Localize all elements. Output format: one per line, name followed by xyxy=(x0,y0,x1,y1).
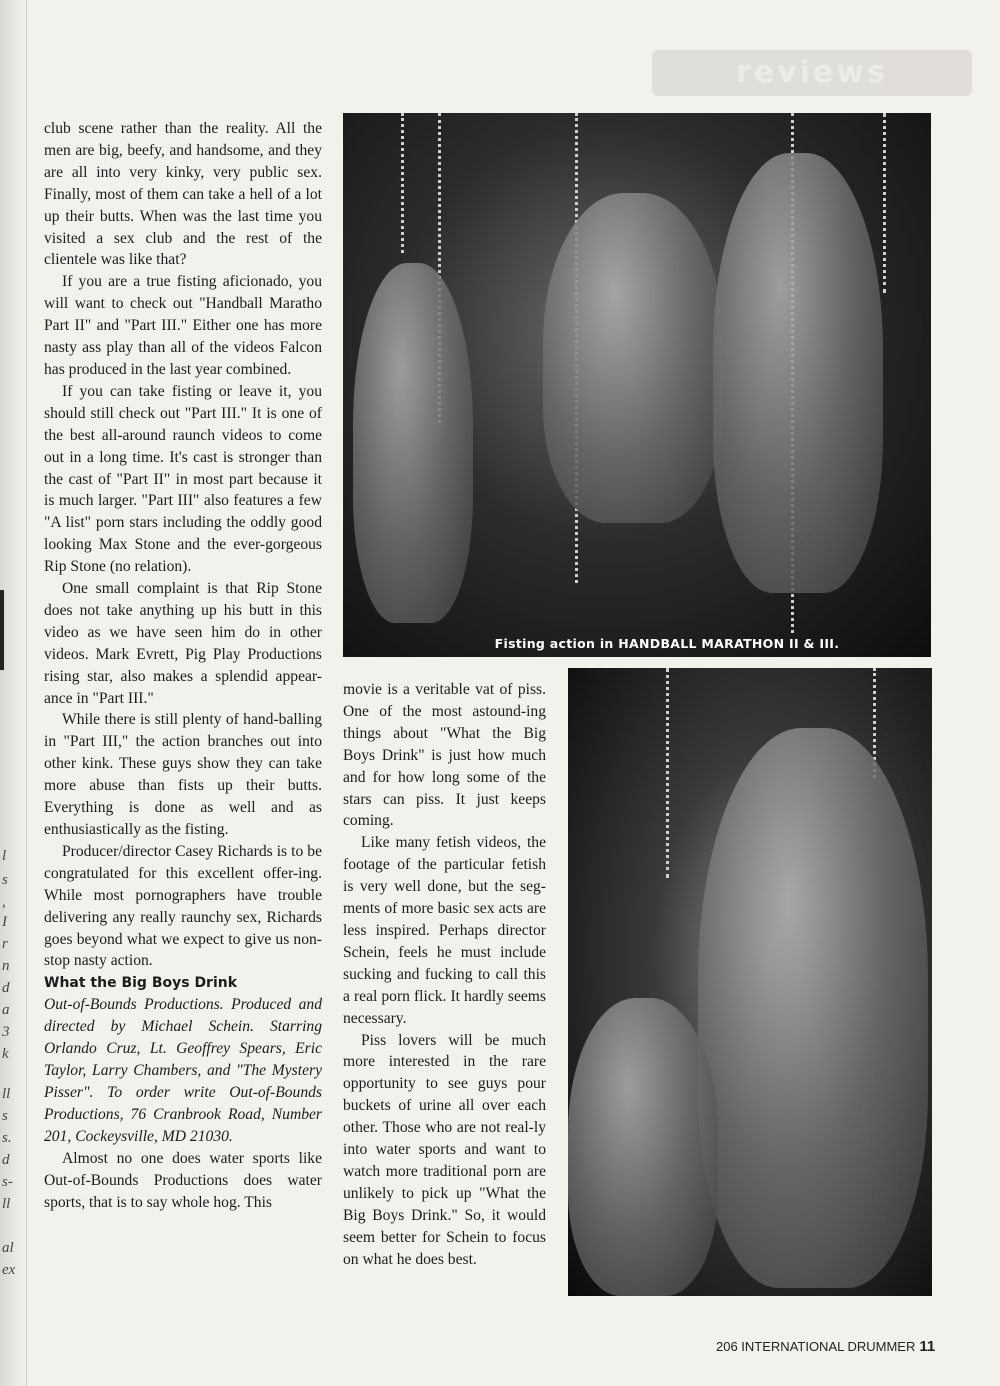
figure-shape xyxy=(568,998,718,1296)
page-footer xyxy=(716,1338,936,1355)
photo-caption: Fisting action in HANDBALL MARATHON II & III. xyxy=(494,636,840,651)
bleed-letter: k xyxy=(2,1046,9,1062)
paragraph: If you can take fisting or leave it, you should still check out "Part III." It is one of the best all-around raunch videos to come out in a long time. It's cast is stronger than the cast of "Part II" in most part because it is much larger. "Part III" also features a few "A list" porn stars including the oddly good looking Max Stone and the ever-gorgeous Rip Stone (no relation). xyxy=(44,382,322,576)
paragraph: If you are a true fisting aficionado, you will want to check out "Handball Maratho Part II" and "Part III." Either one has more nasty ass play than all of the videos Falcon has produced in the last year combined. xyxy=(44,273,322,378)
bleed-letter: a xyxy=(2,1002,10,1018)
paragraph: Like many fetish videos, the footage of the particular fetish is very well done, but the seg-ments of more basic sex acts are less inspired. Perhaps director Schein, feels he must include sucking and fucking to call this a real porn flick. It hardly seems necessary. xyxy=(343,834,546,1027)
bleed-letter: n xyxy=(2,958,10,974)
paragraph: While there is still plenty of hand-balling in "Part III," the action branches out into other kink. These guys show they can take more abuse than fists up their butts. Everything is done as well and as enthusiastically as the fisting. xyxy=(44,711,322,838)
bleed-letter: , xyxy=(2,894,6,910)
bleed-letter: s xyxy=(2,1108,8,1124)
chain-graphic xyxy=(883,113,886,293)
chain-graphic xyxy=(666,668,669,878)
photo-fisting-scene xyxy=(343,113,931,657)
paragraph: One small complaint is that Rip Stone does not take anything up his butt in this video as we have seen him do in other videos. Mark Evrett, Pig Play Productions rising star, also makes a splendid appear-ance in "Part III." xyxy=(44,580,322,707)
bleed-letter: al xyxy=(2,1240,14,1256)
previous-page-bleed xyxy=(0,0,14,1386)
figure-shape xyxy=(543,193,723,523)
paragraph: Piss lovers will be much more interested in the rare opportunity to see guys pour buckets of urine all over each other. Those who are not real-ly into water sports and want to watch more traditional porn are unlikely to pick up "What the Big Boys Drink." So, it would seem better for Schein to focus on what he does best. xyxy=(343,1031,546,1268)
bleed-letter: d xyxy=(2,1152,10,1168)
bleed-letter: I xyxy=(2,914,7,930)
bleed-letter: s xyxy=(2,872,8,888)
article-column-2 xyxy=(343,679,546,1270)
previous-page-rule xyxy=(0,590,4,670)
bleed-letter: d xyxy=(2,980,10,996)
figure-shape xyxy=(698,728,928,1288)
bleed-letter: r xyxy=(2,936,8,952)
issue-title: 206 INTERNATIONAL DRUMMER xyxy=(716,1339,916,1354)
paragraph: Almost no one does water sports like Out-of-Bounds Productions does water sports, that is to say whole hog. This xyxy=(44,1149,322,1211)
bleed-letter: s- xyxy=(2,1174,13,1190)
figure-shape xyxy=(353,263,473,623)
figure-shape xyxy=(713,153,883,593)
page-number: 11 xyxy=(919,1338,936,1355)
review-credits: Out-of-Bounds Productions. Produced and directed by Michael Schein. Starring Orlando Cruz, Lt. Geoffrey Spears, Eric Taylor, Larry Chambers, and "The Mystery Pisser". To order write Out-of-Bounds Productions, 76 Cranbrook Road, Number 201, Cockeysville, MD 21030. xyxy=(44,996,322,1145)
paragraph: Producer/director Casey Richards is to be congratulated for this excellent offer-ing. While most pornographers have trouble delivering any really raunchy sex, Richards goes beyond what we expect to give us non-stop nasty action. xyxy=(44,842,322,970)
chain-graphic xyxy=(401,113,404,253)
photo-closeup-scene xyxy=(568,668,932,1296)
bleed-letter: l xyxy=(2,848,7,864)
bleed-letter: ll xyxy=(2,1196,11,1212)
section-header-ghost: reviews xyxy=(652,50,972,96)
article-column-1 xyxy=(44,118,322,1213)
review-heading: What the Big Boys Drink xyxy=(44,975,238,992)
paragraph: movie is a veritable vat of piss. One of the most astound-ing things about "What the Big Boys Drink" is just how much and for how long some of the stars can piss. It just keeps coming. xyxy=(343,681,546,830)
bleed-letter: s. xyxy=(2,1130,12,1146)
bleed-letter: ll xyxy=(2,1086,11,1102)
paragraph: club scene rather than the reality. All the men are big, beefy, and handsome, and they are all into very kinky, very public sex. Finally, most of them can take a hell of a lot up their butts. When was the last time you visited a sex club and the rest of the clientele was like that? xyxy=(44,120,322,269)
bleed-letter: ex xyxy=(2,1262,16,1278)
bleed-letter: 3 xyxy=(2,1024,10,1040)
